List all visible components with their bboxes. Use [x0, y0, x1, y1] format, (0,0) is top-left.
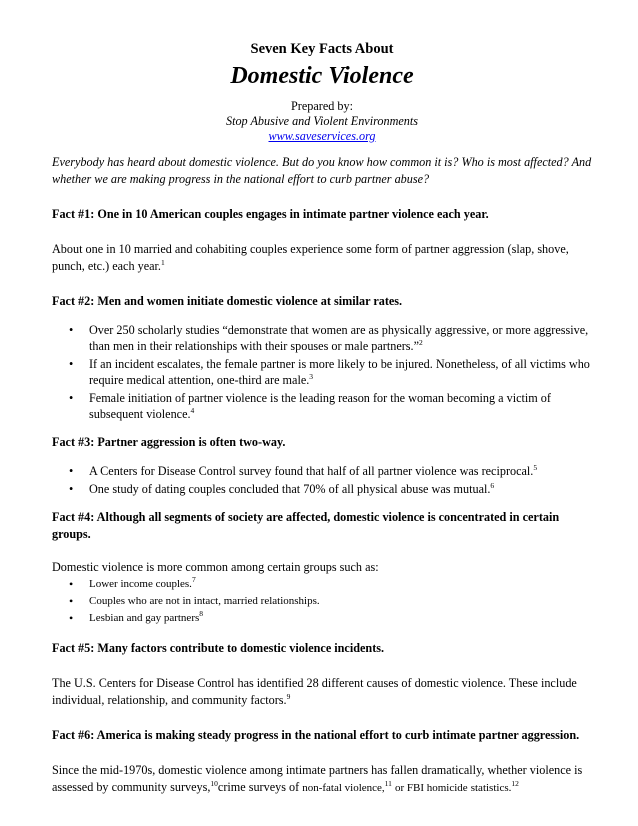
- list-item-text: If an incident escalates, the female partner is more likely to be injured. Nonetheless, of all victims who require medical attention, one-third are male.: [89, 357, 590, 387]
- fact3-list: [52, 463, 592, 497]
- list-item: [52, 594, 592, 609]
- fact1-text: About one in 10 married and cohabiting couples experience some form of partner aggression (slap, shove, punch, etc.) each year.: [52, 242, 569, 273]
- footnote-ref: 12: [511, 779, 519, 788]
- footnote-ref: 8: [199, 609, 204, 618]
- fact3-heading: Fact #3: Partner aggression is often two-way.: [52, 435, 286, 449]
- fact4-paragraph: Domestic violence is more common among certain groups such as:: [52, 560, 379, 574]
- list-item-text: Lesbian and gay partners: [89, 612, 200, 624]
- list-item: [52, 577, 592, 592]
- list-item-text: Female initiation of partner violence is the leading reason for the woman becoming a victim of subsequent violence.: [89, 391, 551, 421]
- bullet-icon: •: [69, 391, 74, 405]
- fact6-text-d: or FBI homicide: [394, 782, 468, 794]
- footnote-ref: 11: [384, 779, 392, 788]
- bullet-icon: •: [69, 464, 74, 478]
- fact6-text-c: non-fatal violence,: [302, 782, 385, 794]
- fact5-paragraph: [52, 675, 592, 709]
- fact5-heading: Fact #5: Many factors contribute to domestic violence incidents.: [52, 641, 385, 655]
- document-kicker: Seven Key Facts About: [250, 41, 394, 57]
- bullet-icon: •: [69, 482, 74, 496]
- fact6-heading: Fact #6: America is making steady progress in the national effort to curb intimate partner aggression.: [52, 728, 580, 742]
- footnote-ref: 5: [533, 463, 538, 472]
- footnote-ref: 4: [190, 406, 195, 415]
- fact2-list: [52, 322, 592, 422]
- bullet-icon: •: [69, 577, 74, 591]
- list-item: [52, 611, 592, 626]
- list-item-text: Over 250 scholarly studies “demonstrate that women are as physically aggressive, or more aggressive, than men in their relationships with their spouses or male partners.”: [89, 323, 589, 353]
- list-item: [52, 463, 592, 479]
- list-item-text: Couples who are not in intact, married relationships.: [89, 595, 320, 607]
- list-item-text: One study of dating couples concluded that 70% of all physical abuse was mutual.: [89, 482, 491, 496]
- fact1-heading: Fact #1: One in 10 American couples engages in intimate partner violence each year.: [52, 207, 489, 221]
- bullet-icon: •: [69, 357, 74, 371]
- fact6-text-b: crime surveys of: [217, 780, 300, 794]
- prepared-by-label: Prepared by:: [291, 99, 353, 113]
- fact2-heading: Fact #2: Men and women initiate domestic violence at similar rates.: [52, 294, 403, 308]
- document-page: [52, 40, 592, 797]
- footnote-ref: 10: [210, 779, 218, 788]
- list-item-text: A Centers for Disease Control survey found that half of all partner violence was reciprocal.: [89, 464, 534, 478]
- footnote-ref: 6: [490, 481, 495, 490]
- footnote-ref: 3: [309, 372, 314, 381]
- fact1-paragraph: [52, 241, 592, 275]
- fact6-paragraph: [52, 762, 592, 797]
- fact4-list: [52, 577, 592, 626]
- fact6-text-a: Since the mid-1970s, domestic violence among intimate partners has fallen dramatically, whether violence is assessed by community surveys,: [52, 763, 583, 794]
- footnote-ref: 9: [286, 692, 291, 701]
- fact6-text-e: statistics.: [470, 782, 512, 794]
- document-title: Domestic Violence: [230, 63, 414, 89]
- bullet-icon: •: [69, 611, 74, 625]
- list-item: [52, 322, 592, 354]
- intro-paragraph: Everybody has heard about domestic violence. But do you know how common it is? Who is most affected? And whether we are making progress in the national effort to curb partner abuse?: [52, 155, 592, 186]
- footnote-ref: 1: [160, 258, 165, 267]
- list-item: [52, 390, 592, 422]
- organization-name: Stop Abusive and Violent Environments: [225, 114, 419, 128]
- footnote-ref: 7: [191, 575, 196, 584]
- bullet-icon: •: [69, 323, 74, 337]
- list-item-text: Lower income couples.: [89, 578, 192, 590]
- list-item: [52, 481, 592, 497]
- fact4-heading: Fact #4: Although all segments of society are affected, domestic violence is concentrated in certain groups.: [52, 510, 560, 541]
- list-item: [52, 356, 592, 388]
- website-link[interactable]: www.saveservices.org: [268, 129, 376, 143]
- bullet-icon: •: [69, 594, 74, 608]
- footnote-ref: 2: [419, 338, 423, 347]
- fact5-text: The U.S. Centers for Disease Control has identified 28 different causes of domestic violence. These include individual, relationship, and community factors.: [52, 676, 577, 707]
